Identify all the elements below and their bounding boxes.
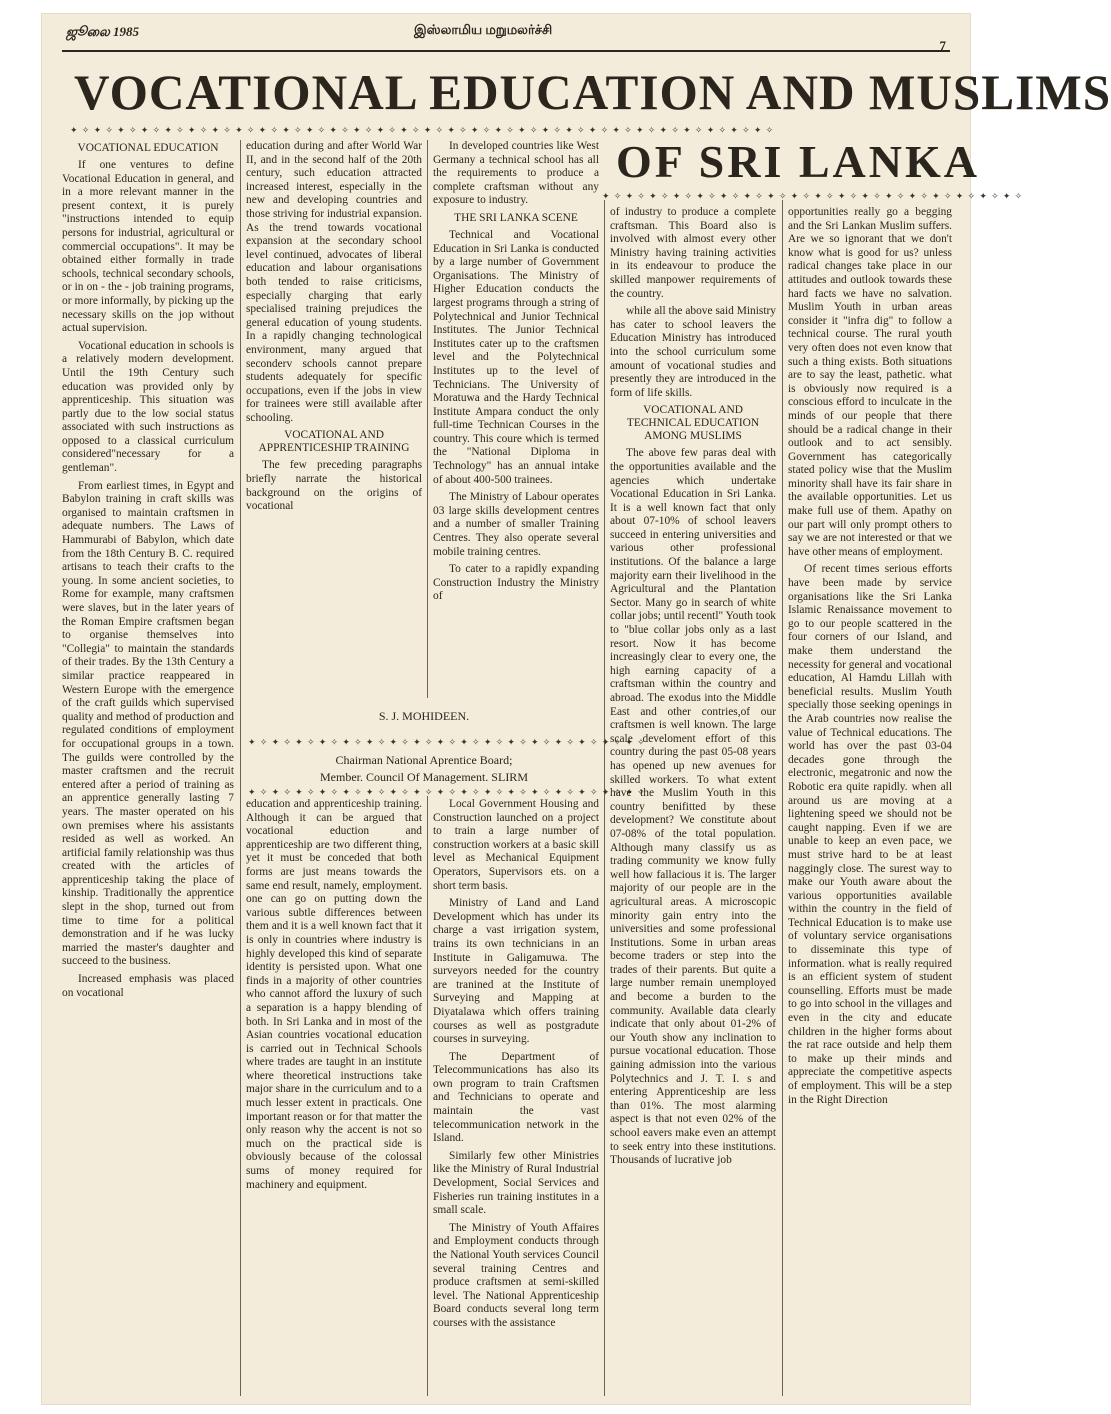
paragraph: In developed countries like West Germany a technical school has all the requirements to produce a complete craftsman without any exposure to industry. (433, 140, 599, 207)
column-rule (240, 140, 241, 1396)
paragraph: The above few paras deal with the opportunities available and the agencies which undertake Vocational Education in Sri Lanka. It is a well known fact that only about 07-10% of school leavers succeed in entering universities and various other professional institutions. Of the balance a large majority earn their livelihood in the Agricultural and the Plantation Sector. Many go in search of white collar jobs; until recentl" Youth took to "blue collar jobs only as a last resort. Now it has become increasingly clear to every one, the high earning capacity of a craftsman within the country and abroad. The exodus into the Middle East and other contries,of our craftsmen is well known. The large scale develoment effort of this country during the past 05-08 years has opened up new avenues for skilled workers. To what extent have the Muslim Youth in this country benifitted by these development? We constitute about 07-08% of the total population. Although many classify us as trading community we know fully well how fallacious it is. The larger majority of our people are in the agricultural areas. A microscopic minority gain entry into the universities and some professional Institutions. Some in urban areas become traders or step into the trades of their parents. But quite a large number remain unemployed and become a burden to the community. Available data clearly indicate that only about 01-2% of our Youth show any inclination to pursue vocational education. Those gaining admission into the various Polytechnics and J. T. I. s and entering Apprenticeship are less than 01%. The most alarming aspect is that not even 02% of the school eavers make even an attempt to seek entry into these institutions. Thousands of lucrative job (610, 447, 777, 1167)
paragraph: The Department of Telecommunications has also its own program to train Craftsmen and Technicians to operate and maintain the vast telecommunication network in the Island. (433, 1050, 599, 1145)
header-rule (62, 50, 950, 52)
paragraph: Vocational education in schools is a relatively modern development. Until the 19th Century such education was provided only by apprenticeship. This situation was partly due to the low social status associated with such instructions as opposed to a classical curriculum considered"necessary for a gentleman". (62, 339, 234, 475)
paragraph: while all the above said Ministry has cater to school leavers the Education Ministry has introduced into the school curriculum some amount of vocational studies and presently they are introduced in the form of life skills. (610, 305, 776, 399)
publication-name: இஸ்லாமிய மறுமலர்ச்சி (414, 22, 553, 37)
paragraph: Ministry of Land and Land Development which has under its charge a vast irrigation system, trains its own technicians in an Institute in Galigamuwa. The surveyors needed for the country are tranined at the Institute of Surveying and Mapping at Diyatalawa which offers training courses as well as postgradute courses in surveying. (433, 897, 599, 1046)
article-column-3-bottom (433, 798, 599, 1398)
paragraph: To cater to a rapidly expanding Construction Industry the Ministry of (433, 563, 599, 603)
headline-line-2: OF SRI LANKA (616, 136, 980, 187)
column-rule (782, 200, 783, 1396)
section-heading: VOCATIONAL EDUCATION (77, 142, 219, 154)
headline: VOCATIONAL EDUCATION AND MUSLIMS (74, 64, 1111, 120)
column-rule (604, 200, 605, 1396)
paragraph: If one ventures to define Vocational Education in general, and in a more relevant manner in the present context, it is purely "instructions intended to equip persons for industrial, agricultural or commercial occupations". It may be obtained either formally in trade schools, technical secondary schools, or in on - the - job training programs, or more informally, by picking up the necessary skills on the jop without actual supervision. (62, 159, 234, 335)
article-column-2-top (246, 140, 422, 698)
paragraph: The Ministry of Youth Affaires and Employment conducts through the National Youth services Council several training Centres and produce craftsmen at semi-skilled level. The National Apprenticeship Board conducts several long term courses with the assistance (433, 1221, 599, 1329)
article-column-2-bottom (246, 798, 422, 1398)
article-column-3-top (433, 140, 599, 698)
paragraph: Technical and Vocational Education in Sri Lanka is conducted by a large number of Government Organisations. The Ministry of Higher Education conducts the largest programs through a string of Polytechnical and Junior Technical Institutes. The Junior Technical Institutes cater up to the craftsmen level and the Polytechnical Institutes up to the level of Technicians. The University of Moratuwa and the Hardy Technical Institute Ampara conduct the only full-time Technican Courses in the country. This coure which is termed the "National Diploma in Technology" has an annual intake of about 400-500 trainees. (433, 228, 599, 486)
newspaper-page (42, 14, 1111, 1404)
issue-date: ஜூலை 1985 (66, 24, 140, 39)
author-title: Chairman National Aprentice Board; (335, 753, 513, 767)
decorative-border: ✦ ✧ ✦ ✧ ✦ ✧ ✦ ✧ ✦ ✧ ✦ ✧ ✦ ✧ ✦ ✧ ✦ ✧ ✦ ✧ ✦ ✧ ✦ ✧ ✦ ✧ ✦ ✧ ✦ ✧ ✦ ✧ ✦ ✧ (248, 737, 646, 747)
paragraph: From earliest times, in Egypt and Babylon training in craft skills was organised to maintain craftsmen in adequate numbers. The Laws of Hammurabi of Babylon, which date from the 18th Century B. C. required artisans to teach their crafts to the young. In some ancient societies, to Rome for example, many craftsmen were slaves, but in the later years of the Roman Empire craftsmen began to organise themselves into "Collegia" to maintain the standards of their trades. By the 13th Century a similar practice reappeared in Western Europe with the emergence of the craft guilds which supervised quality and method of production and regulated conditions of employment for occupational groups in a town. The guilds were controlled by the master craftsmen and the recruit entered after a period of training as an apprentice generally lasting 7 years. The master operated on his own premises where his assistants resided as well as worked. An artificial family relationship was thus created with the articles of apprenticeship taking the place of kinship. Traditionally the apprentice slept in the shop, turned out from time to time for a political demonstration and if he was lucky married the master's daughter and succeed to the business. (62, 479, 234, 968)
decorative-border: ✦ ✧ ✦ ✧ ✦ ✧ ✦ ✧ ✦ ✧ ✦ ✧ ✦ ✧ ✦ ✧ ✦ ✧ ✦ ✧ ✦ ✧ ✦ ✧ ✦ ✧ ✦ ✧ ✦ ✧ ✦ ✧ ✦ ✧ (248, 787, 646, 797)
paragraph: Local Government Housing and Construction launched on a project to train a large number of construction workers at a basic skill level as Mechanical Equipment Operators, Supervisors ets. on a short term basis. (433, 798, 599, 892)
column-rule (427, 140, 428, 698)
page-number: 7 (939, 38, 946, 53)
paragraph: The few preceding paragraphs briefly narrate the historical background on the origins of vocational (246, 459, 422, 513)
decorative-border: ✦ ✧ ✦ ✧ ✦ ✧ ✦ ✧ ✦ ✧ ✦ ✧ ✦ ✧ ✦ ✧ ✦ ✧ ✦ ✧ ✦ ✧ ✦ ✧ ✦ ✧ ✦ ✧ ✦ ✧ ✦ ✧ ✦ ✧ ✦ ✧ ✦ ✧ ✦ ✧ ✦ ✧ ✦ ✧ ✦ ✧ ✦ ✧ ✦ ✧ ✦ ✧ ✦ ✧ ✦ ✧ ✦ ✧ ✦ ✧ (70, 125, 775, 135)
article-column-5 (788, 206, 952, 1398)
paragraph: opportunities really go a begging and the Sri Lankan Muslim suffers. Are we so ignorant that we don't know what is good for us? unless radical changes take place in our attitudes and outlook towards these hard facts we have no salvation. Muslim Youth in urban areas consider it "infra dig" to follow a technical course. The rural youth very often does not even know that such a thing exists. Both situations are to say the least, pathetic. what is obviously now required is a conscious efford to inculcate in the minds of our people that there should be a radical change in their outlook and to act sensibly. Government has categorically stated policy wise that the Muslim minority shall have its fair share in the available opportunities. Let us make full use of them. Apathy on our part will only prompt others to say we are not interested or that we have other means of employment. (788, 206, 952, 558)
paragraph: The Ministry of Labour operates 03 large skills development centres and a number of smaller Training Centres. They also operate several mobile training centres. (433, 491, 599, 558)
decorative-border: ✦ ✧ ✦ ✧ ✦ ✧ ✦ ✧ ✦ ✧ ✦ ✧ ✦ ✧ ✦ ✧ ✦ ✧ ✦ ✧ ✦ ✧ ✦ ✧ ✦ ✧ ✦ ✧ ✦ ✧ ✦ ✧ ✦ ✧ ✦ ✧ (602, 191, 1024, 201)
author-title: Member. Council Of Management. SLIRM (320, 770, 528, 784)
paragraph: Of recent times serious efforts have been made by service organisations like the Sri Lanka Islamic Renaissance movement to go to our people scattered in the four corners of our Island, and make them understand the necessity for general and vocational education, Al Hamdu Lillah with beneficial results. Muslim Youth specially those seeking openings in the Arab countries now realise the value of Technical educations. The world has over the past 03-04 decades gone through the electronic, megatronic and now the Robotic era quite rapidly. when all around us are moving at a lightening speed we should not be caught napping. Even if we are unable to keep an even pace, we must strive hard to be at least naggingly close. The surest way to make our Youth aware about the various opportunities available within the country in the field of Technical Education is to make use of voluntary service organisations to disseminate this type of information. what is really required is an efficient system of student counselling. Efforts must be made to go into school in the villages and even in the city and educate children in the higher forms about the rat race outside and help them to make up their minds and appreciate the competitive aspects of employment. This will be a step in the Right Direction (788, 563, 952, 1106)
article-column-4 (610, 206, 776, 1398)
page-header (66, 22, 946, 53)
byline (246, 708, 602, 725)
paragraph: education and apprenticeship training. Although it can be argued that vocational eduction and apprenticeship are two different thing, yet it must be conceded that both forms are just means towards the same end result, namely, employment. one can go on putting down the various subtle differences between them and it is a well known fact that it is only in countries where industry is highly developed this kind of separate identity is persisted upon. What one finds in a majority of other countries who cannot afford the luxury of such a separation is a happy blending of both. In Sri Lanka and in most of the Asian countries vocational education is carried out in Technical Schools where trades are taught in an institute where theoretical instructions take major share in the curriculum and to a much lesser extent in practicals. One important reason or for that matter the only reason why the accent is not so much on the practical side is obviously because of the colossal sums of money required for machinery and equipment. (246, 798, 422, 1191)
paragraph: Increased emphasis was placed on vocational (62, 973, 234, 999)
section-heading: VOCATIONAL AND APPRENTICESHIP TRAINING (258, 429, 410, 455)
section-heading: THE SRI LANKA SCENE (454, 211, 578, 224)
paragraph: Similarly few other Ministries like the Ministry of Rural Industrial Development, Social Services and Fisheries run training institutes in a small scale. (433, 1149, 599, 1217)
article-column-1 (62, 140, 234, 1398)
column-rule (427, 796, 428, 1396)
author-name: S. J. MOHIDEEN. (378, 709, 470, 723)
paragraph: of industry to produce a complete craftsman. This Board also is involved with almost every other Ministry having training activities in its endeavour to produce the skilled manpower requirements of the country. (610, 206, 776, 300)
author-titles (246, 752, 602, 786)
section-heading: VOCATIONAL AND TECHNICAL EDUCATION AMONG MUSLIMS (626, 404, 760, 443)
paragraph: education during and after World War II, and in the second half of the 20th century, such education attracted increased interest, especially in the new and developing countries and those striving for industrial expansion. As the trend towards vocational expansion at the secondary school level continued, advocates of liberal education and labour organisations both tended to raise criticisms, especially charging that early specialised training prejudices the general education of young students. In a rapidly changing technological environment, many argued that seconderv schools cannot prepare students adequately for specific occupations, even if the jobs in view for trainees were still available after schooling. (246, 140, 422, 424)
